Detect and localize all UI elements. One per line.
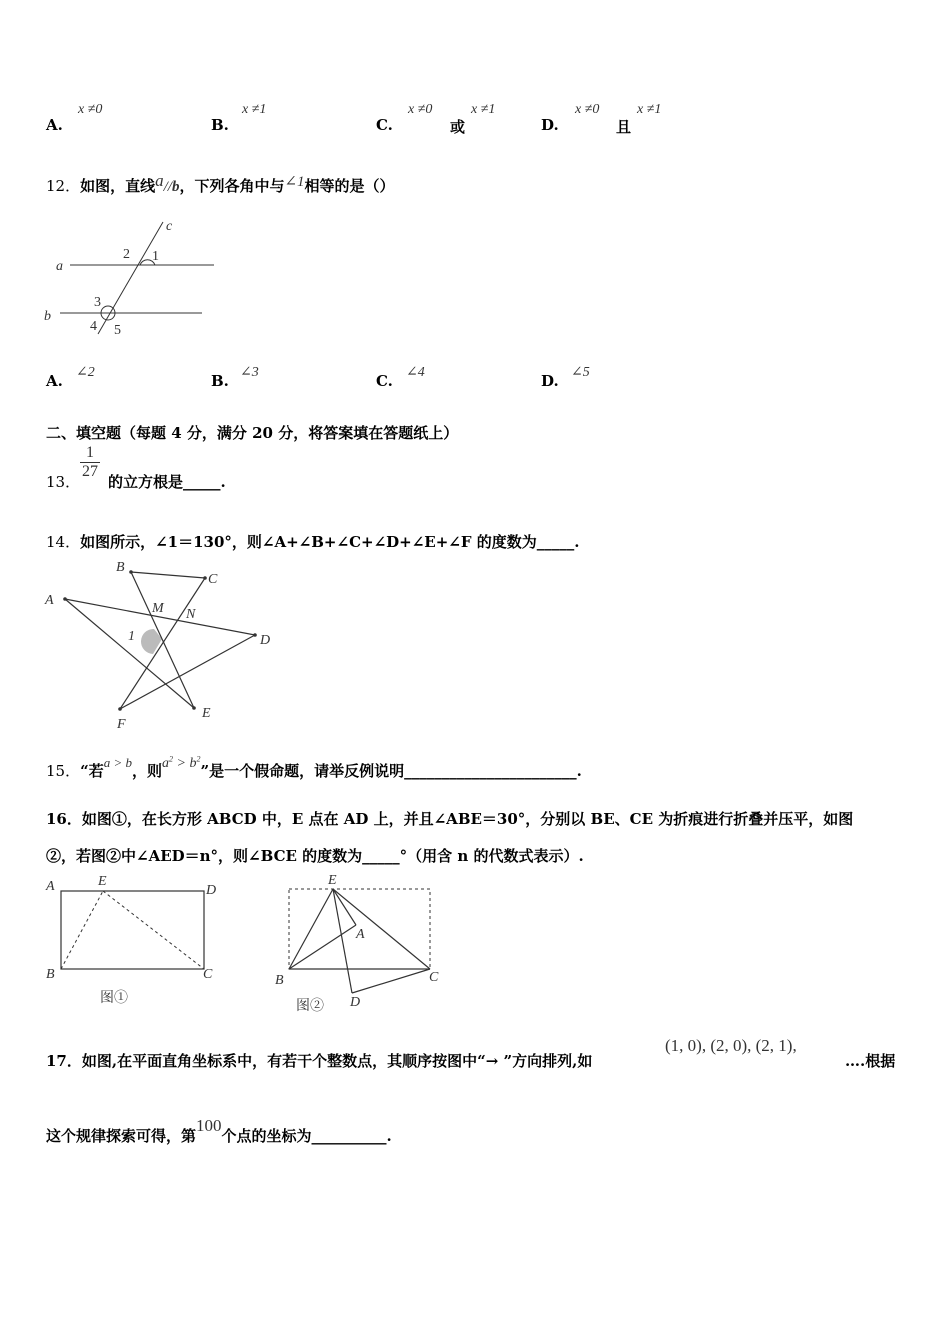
q11-option-c-expr2: x ≠1 <box>471 102 496 117</box>
segment-bc <box>131 572 205 578</box>
label-1: 1 <box>128 629 135 644</box>
q12-option-a-expr: ∠2 <box>76 365 95 380</box>
q12-option-d: D. <box>541 372 559 390</box>
q17-line1-end: ….根据 <box>845 1052 896 1070</box>
label-f: F <box>117 717 126 732</box>
q11-option-c-joiner: 或 <box>450 118 466 136</box>
segment-cd <box>352 969 430 993</box>
label-e: E <box>202 706 211 721</box>
label-c: c <box>166 219 173 234</box>
q15-stem: 15．“若a > b，则$a^2 > b^2$”是一个假命题，请举反例说明_______________________. <box>46 754 582 780</box>
q17-line2: 这个规律探索可得，第100个点的坐标为__________. <box>46 1116 392 1145</box>
label-a: a <box>56 259 63 274</box>
q11-option-c: C. <box>376 116 393 134</box>
q11-option-c-expr1: x ≠0 <box>408 102 433 117</box>
q12-option-c: C. <box>376 372 393 390</box>
section-2-heading: 二、填空题（每题 4 分，满分 20 分，将答案填在答题纸上） <box>46 424 459 442</box>
q12-option-b: B. <box>211 372 229 390</box>
label-e: E <box>328 873 337 888</box>
point-d <box>253 633 257 637</box>
label-n: N <box>186 607 196 622</box>
point-a <box>63 597 67 601</box>
q16-line1: 16．如图①，在长方形 ABCD 中，E 点在 AD 上，并且∠ABE＝30°，分别以 BE、CE 为折痕进行折叠并压平，如图 <box>46 810 854 828</box>
q11-option-b-expr: x ≠1 <box>242 102 267 117</box>
label-b: B <box>116 560 125 575</box>
q13-fraction: $\frac{1}{27}$ <box>82 444 98 480</box>
label-b: B <box>46 967 55 982</box>
q14-stem: 14．如图所示，∠1＝130°，则∠A+∠B+∠C+∠D+∠E+∠F 的度数为_____. <box>46 533 580 551</box>
label-d: D <box>260 633 271 648</box>
fold-be <box>61 891 103 969</box>
segment-eb <box>289 889 333 969</box>
segment-df <box>120 635 255 709</box>
segment-ec <box>333 889 430 969</box>
label-d: D <box>350 995 361 1010</box>
segment-ae <box>65 599 194 708</box>
q12-figure <box>40 212 230 342</box>
label-m: M <box>152 601 164 616</box>
q16-line2: ②，若图②中∠AED＝n°，则∠BCE 的度数为_____°（用含 n 的代数式表示）. <box>46 847 584 865</box>
q12-option-a: A. <box>46 372 63 390</box>
q11-option-d: D. <box>541 116 559 134</box>
point-b <box>129 570 133 574</box>
label-a: A <box>46 879 55 894</box>
angle-label-2: 2 <box>123 247 130 262</box>
q12-stem: 12．如图，直线a//b，下列各角中与∠1相等的是（） <box>46 171 395 195</box>
q12-option-c-expr: ∠4 <box>406 365 425 380</box>
q11-option-b: B. <box>211 116 229 134</box>
point-e <box>192 706 196 710</box>
q14-figure <box>40 555 290 735</box>
segment-be <box>131 572 194 708</box>
q11-option-d-expr2: x ≠1 <box>637 102 662 117</box>
q16-figure-2 <box>270 870 460 1020</box>
q11-option-d-expr1: x ≠0 <box>575 102 600 117</box>
label-a: A <box>356 927 365 942</box>
point-f <box>118 707 122 711</box>
q17-line1: 17．如图,在平面直角坐标系中，有若干个整数点，其顺序按图中“→ ”方向排列,如 <box>46 1052 593 1070</box>
label-c: C <box>429 970 439 985</box>
angle-label-3: 3 <box>94 295 101 310</box>
label-b: B <box>275 973 284 988</box>
q11-option-a-expr: x ≠0 <box>78 102 103 117</box>
q11-option-a: A. <box>46 116 63 134</box>
label-a: A <box>45 593 54 608</box>
caption-figure-2: 图② <box>296 999 324 1014</box>
q11-option-d-joiner: 且 <box>616 118 632 136</box>
q12-option-b-expr: ∠3 <box>240 365 259 380</box>
label-c: C <box>208 572 218 587</box>
label-c: C <box>203 967 213 982</box>
q13-number: 13． <box>46 473 81 491</box>
angle-label-4: 4 <box>90 319 97 334</box>
label-e: E <box>98 874 107 889</box>
label-b: b <box>44 309 51 324</box>
q17-points: (1, 0), (2, 0), (2, 1), <box>665 1036 797 1055</box>
angle-label-5: 5 <box>114 323 121 338</box>
q12-option-d-expr: ∠5 <box>571 365 590 380</box>
q16-figure-1 <box>40 870 240 1015</box>
point-c <box>203 576 207 580</box>
fold-ce <box>103 891 204 969</box>
caption-figure-1: 图① <box>100 991 128 1006</box>
line-c <box>98 222 163 334</box>
label-d: D <box>206 883 217 898</box>
angle-label-1: 1 <box>152 249 159 264</box>
q13-text: 的立方根是_____. <box>108 473 226 491</box>
